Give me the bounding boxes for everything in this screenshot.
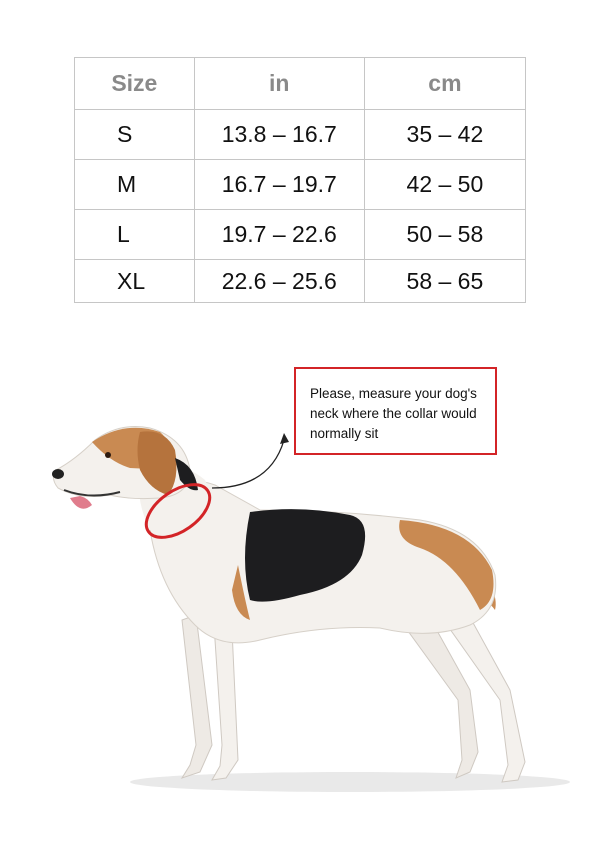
header-inches: in [194,58,364,110]
table-row [75,210,526,260]
front-right-leg [212,625,238,780]
header-centimeters: cm [364,58,525,110]
arrow-head-icon [280,433,289,444]
front-left-leg [182,615,212,778]
centimeters-cell: 35 – 42 [364,110,525,160]
inches-cell: 13.8 – 16.7 [194,110,364,160]
size-chart-table [74,57,526,303]
size-cell: S [75,110,195,160]
table-row [75,160,526,210]
dog-tongue [70,496,92,509]
header-size: Size [75,58,195,110]
measurement-callout: Please, measure your dog's neck where the collar would normally sit [294,367,497,455]
table-row [75,260,526,303]
inches-cell: 19.7 – 22.6 [194,210,364,260]
table-header-row [75,58,526,110]
centimeters-cell: 58 – 65 [364,260,525,303]
centimeters-cell: 42 – 50 [364,160,525,210]
inches-cell: 22.6 – 25.6 [194,260,364,303]
size-cell: XL [75,260,195,303]
callout-arrow [212,440,284,488]
dog-eye [105,452,111,458]
size-cell: M [75,160,195,210]
dog-illustration [0,340,595,800]
table-row [75,110,526,160]
dog-nose [52,469,64,479]
inches-cell: 16.7 – 19.7 [194,160,364,210]
centimeters-cell: 50 – 58 [364,210,525,260]
size-cell: L [75,210,195,260]
